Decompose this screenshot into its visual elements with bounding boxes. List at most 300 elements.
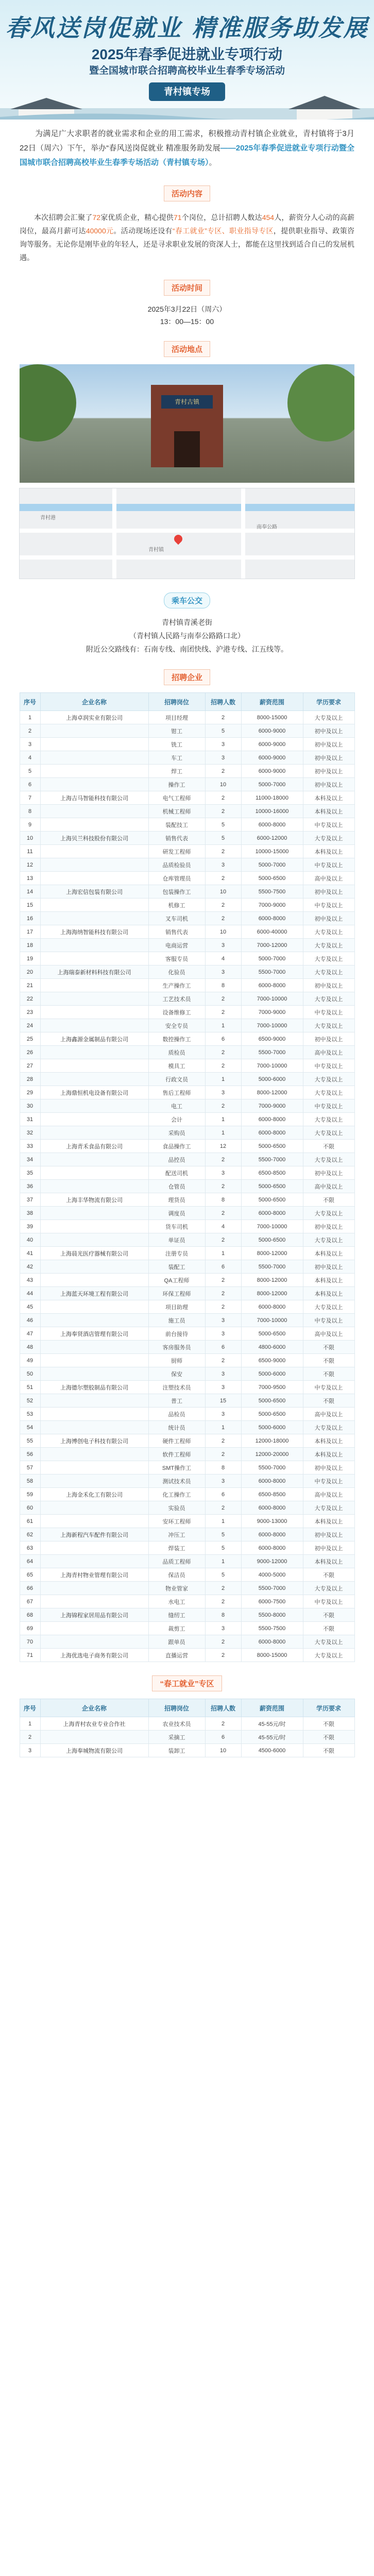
table-cell: 大专及以上 — [303, 1113, 354, 1126]
table-cell: 69 — [20, 1622, 40, 1635]
table-cell: 6000-8000 — [241, 1207, 303, 1220]
table-cell: 化工操作工 — [148, 1488, 205, 1501]
banner-badge: 青村镇专场 — [149, 82, 225, 101]
table-cell: 52 — [20, 1394, 40, 1408]
tree-shape — [20, 364, 76, 442]
table-cell: 9000-13000 — [241, 1515, 303, 1528]
table-cell — [40, 1595, 148, 1608]
table-cell: 41 — [20, 1247, 40, 1260]
table-cell — [40, 858, 148, 872]
table-cell: 上海新程汽车配件有限公司 — [40, 1528, 148, 1541]
table-cell: 2 — [205, 1099, 241, 1113]
column-header: 序号 — [20, 693, 40, 711]
table-cell: 冲压工 — [148, 1528, 205, 1541]
table-cell: 上海奉贤酒店管理有限公司 — [40, 1327, 148, 1341]
table-cell: 6 — [205, 1032, 241, 1046]
table-row — [20, 1354, 354, 1367]
table-cell: 大专及以上 — [303, 1153, 354, 1166]
table-cell: 7000-9000 — [241, 1099, 303, 1113]
table-row — [20, 1408, 354, 1421]
table-cell: 装卸工 — [148, 1744, 205, 1757]
table-cell: 裁剪工 — [148, 1622, 205, 1635]
table-cell: 数控操作工 — [148, 1032, 205, 1046]
table-cell: 机械工程师 — [148, 805, 205, 818]
table-cell: 6000-12000 — [241, 832, 303, 845]
table-cell: 8 — [205, 1193, 241, 1207]
table-cell: 2 — [20, 1731, 40, 1744]
table-cell: 6000-8000 — [241, 1113, 303, 1126]
table-row — [20, 1367, 354, 1381]
route-bus-lines: 附近公交路线有：石南专线、南团快线、沪港专线、江五线等。 — [86, 645, 288, 653]
map-label: 青村镇 — [148, 547, 164, 553]
table-cell: 59 — [20, 1488, 40, 1501]
table-cell: 实验员 — [148, 1501, 205, 1515]
table-cell: 25 — [20, 1032, 40, 1046]
jobs-table — [20, 692, 355, 1662]
map-river — [20, 504, 354, 511]
table-cell — [40, 1341, 148, 1354]
table-cell: 35 — [20, 1166, 40, 1180]
table-cell: 初中及以上 — [303, 885, 354, 899]
table-cell: 上海蓝天环境工程有限公司 — [40, 1287, 148, 1300]
table-cell: 70 — [20, 1635, 40, 1649]
table-cell: 5000-7000 — [241, 952, 303, 965]
table-cell: 大专及以上 — [303, 1086, 354, 1099]
table-cell: 5000-6000 — [241, 1073, 303, 1086]
event-date: 2025年3月22日（周六） — [147, 305, 227, 313]
location-pin-icon[interactable] — [173, 533, 184, 545]
table-cell: 5000-6500 — [241, 872, 303, 885]
table-cell: 1 — [20, 711, 40, 724]
table-cell: 本科及以上 — [303, 1434, 354, 1448]
table-cell: 6 — [205, 1731, 241, 1744]
table-cell: 不限 — [303, 1717, 354, 1731]
table-cell: 1 — [205, 1515, 241, 1528]
table-cell: 中专及以上 — [303, 818, 354, 832]
table-cell: 配送司机 — [148, 1166, 205, 1180]
table-header-row — [20, 1699, 354, 1717]
table-cell — [40, 952, 148, 965]
table-cell — [40, 979, 148, 992]
hiring-count: 454 — [262, 213, 275, 222]
table-cell: 中专及以上 — [303, 1314, 354, 1327]
table-cell: 45-55元/时 — [241, 1731, 303, 1744]
table-row — [20, 1622, 354, 1635]
table-cell: 56 — [20, 1448, 40, 1461]
table-cell: 10 — [205, 778, 241, 791]
table-row — [20, 751, 354, 765]
table-cell — [40, 1207, 148, 1220]
table-cell: 客服专员 — [148, 952, 205, 965]
table-cell: 67 — [20, 1595, 40, 1608]
intro-highlight: ——2025年春季促进就业专项行动暨全国城市联合招聘高校毕业生春季专场活动（青村镇专场） — [20, 144, 354, 167]
table-cell: 60 — [20, 1501, 40, 1515]
table-cell: 高中及以上 — [303, 1408, 354, 1421]
event-hours: 13：00—15：00 — [160, 317, 214, 326]
table-cell: 5000-6500 — [241, 1233, 303, 1247]
table-cell: 2 — [205, 1059, 241, 1073]
map-road — [20, 529, 354, 533]
table-cell — [40, 992, 148, 1006]
table-cell: 9 — [20, 818, 40, 832]
table-cell: 叉车司机 — [148, 912, 205, 925]
table-cell: 44 — [20, 1287, 40, 1300]
table-cell: 6000-7500 — [241, 1595, 303, 1608]
table-cell: 会计 — [148, 1113, 205, 1126]
table-cell: 71 — [20, 1649, 40, 1662]
table-cell: 不限 — [303, 1354, 354, 1367]
table-cell: 18 — [20, 939, 40, 952]
column-header: 招聘岗位 — [148, 693, 205, 711]
table-row — [20, 1381, 354, 1394]
table-cell: 理货员 — [148, 1193, 205, 1207]
table-cell: 中专及以上 — [303, 858, 354, 872]
table-cell — [40, 751, 148, 765]
table-cell: 上海奉城物流有限公司 — [40, 1744, 148, 1757]
table-row — [20, 1140, 354, 1153]
table-cell: 采购员 — [148, 1126, 205, 1140]
table-cell — [40, 1019, 148, 1032]
table-cell: 中专及以上 — [303, 1595, 354, 1608]
table-cell: 本科及以上 — [303, 1448, 354, 1461]
gate-door — [174, 431, 200, 467]
table-cell: 2 — [205, 1649, 241, 1662]
table-cell: 包装操作工 — [148, 885, 205, 899]
column-header: 企业名称 — [40, 693, 148, 711]
table-cell: 大专及以上 — [303, 832, 354, 845]
table-cell: 31 — [20, 1113, 40, 1126]
table-cell: 7000-10000 — [241, 1220, 303, 1233]
table-cell: 4800-6000 — [241, 1341, 303, 1354]
table-cell: 6000-9000 — [241, 765, 303, 778]
table-cell: 4 — [20, 751, 40, 765]
table-row — [20, 1207, 354, 1220]
table-cell: 大专及以上 — [303, 925, 354, 939]
table-cell: 7000-9500 — [241, 1381, 303, 1394]
table-cell: 大专及以上 — [303, 1233, 354, 1247]
table-cell: 初中及以上 — [303, 765, 354, 778]
table-cell: 初中及以上 — [303, 1032, 354, 1046]
table-cell: 上海海纳智能科技有限公司 — [40, 925, 148, 939]
table-cell: 9000-12000 — [241, 1555, 303, 1568]
table-cell: 上海锦程家居用品有限公司 — [40, 1608, 148, 1622]
column-header: 招聘人数 — [205, 1699, 241, 1717]
column-header: 学历要求 — [303, 693, 354, 711]
table-cell: 2 — [205, 1434, 241, 1448]
table-cell: 货车司机 — [148, 1220, 205, 1233]
table-cell: 大专及以上 — [303, 1421, 354, 1434]
table-cell — [40, 1180, 148, 1193]
zone-highlight: “春工就业”专区、职业指导专区 — [172, 227, 274, 235]
table-row — [20, 1287, 354, 1300]
table-cell — [40, 1006, 148, 1019]
table-cell: 5000-6500 — [241, 1394, 303, 1408]
table-cell: 3 — [205, 1314, 241, 1327]
table-cell: 7000-10000 — [241, 992, 303, 1006]
column-header: 企业名称 — [40, 1699, 148, 1717]
route-address: 青村镇青溪老街 — [162, 618, 212, 626]
table-cell: 上海优选电子商务有限公司 — [40, 1649, 148, 1662]
footer-spacer — [0, 1757, 374, 1773]
venue-photo — [20, 364, 354, 483]
table-cell: 10 — [20, 832, 40, 845]
max-salary: 40000元 — [86, 227, 114, 235]
table-cell: 不限 — [303, 1193, 354, 1207]
table-cell: 前台接待 — [148, 1327, 205, 1341]
table-cell: 6500-8500 — [241, 1488, 303, 1501]
table-cell: 中专及以上 — [303, 899, 354, 912]
table-cell: 3 — [205, 858, 241, 872]
table-cell: 跟单员 — [148, 1635, 205, 1649]
table-row — [20, 738, 354, 751]
table-cell: 26 — [20, 1046, 40, 1059]
table-cell: 6 — [205, 1260, 241, 1274]
table-cell: 上海贝兰科技股份有限公司 — [40, 832, 148, 845]
table-cell — [40, 872, 148, 885]
table-cell: 初中及以上 — [303, 1220, 354, 1233]
table-row — [20, 885, 354, 899]
table-cell: 58 — [20, 1475, 40, 1488]
table-cell: 本科及以上 — [303, 1515, 354, 1528]
table-body — [20, 1717, 354, 1757]
table-row — [20, 899, 354, 912]
table-cell: 8 — [205, 1608, 241, 1622]
table-cell: 2 — [20, 724, 40, 738]
table-cell: 45-55元/时 — [241, 1717, 303, 1731]
table-cell — [40, 939, 148, 952]
table-cell: 硬件工程师 — [148, 1434, 205, 1448]
table-cell: 初中及以上 — [303, 778, 354, 791]
table-cell — [40, 1367, 148, 1381]
table-cell — [40, 1541, 148, 1555]
table-cell: 销售代表 — [148, 832, 205, 845]
gate-sign: 青村古镇 — [161, 395, 213, 409]
table-cell: 2 — [205, 1207, 241, 1220]
table-cell: 3 — [205, 1367, 241, 1381]
table-cell: 57 — [20, 1461, 40, 1475]
table-header-row — [20, 693, 354, 711]
table-cell: 4 — [205, 1220, 241, 1233]
table-row — [20, 1568, 354, 1582]
table-cell: 49 — [20, 1354, 40, 1367]
table-cell — [40, 1166, 148, 1180]
venue-map[interactable] — [19, 488, 355, 579]
table-cell: 7000-9000 — [241, 1006, 303, 1019]
table-cell: 12000-18000 — [241, 1434, 303, 1448]
table-cell: 售后工程师 — [148, 1086, 205, 1099]
table-cell: 不限 — [303, 1568, 354, 1582]
table-row — [20, 1073, 354, 1086]
table-cell: 上海鑫源金属制品有限公司 — [40, 1032, 148, 1046]
table-cell: 32 — [20, 1126, 40, 1140]
table-cell: 53 — [20, 1408, 40, 1421]
table-row — [20, 925, 354, 939]
table-row — [20, 1731, 354, 1744]
table-cell: 本科及以上 — [303, 1287, 354, 1300]
table-cell: 装配技工 — [148, 818, 205, 832]
table-cell: 2 — [205, 845, 241, 858]
table-cell: 3 — [205, 1622, 241, 1635]
table-cell: 注册专员 — [148, 1247, 205, 1260]
table-cell: 上海青村物业管理有限公司 — [40, 1568, 148, 1582]
table-cell: 8000-12000 — [241, 1274, 303, 1287]
table-cell: 22 — [20, 992, 40, 1006]
table-cell: 不限 — [303, 1140, 354, 1153]
table-row — [20, 1394, 354, 1408]
company-count: 72 — [92, 213, 101, 222]
table-cell: 8 — [20, 805, 40, 818]
table-cell: SMT操作工 — [148, 1461, 205, 1475]
table-cell: 3 — [205, 1475, 241, 1488]
table-cell: 11 — [20, 845, 40, 858]
table-row — [20, 1300, 354, 1314]
table-cell: 模具工 — [148, 1059, 205, 1073]
table-cell: 3 — [205, 751, 241, 765]
section-title-place: 活动地点 — [0, 341, 374, 357]
table-cell: 6000-8000 — [241, 1528, 303, 1541]
banner-title: 春风送岗促就业 精准服务助发展 — [5, 14, 369, 42]
table-cell: 高中及以上 — [303, 1488, 354, 1501]
table-cell: 仓库管理员 — [148, 872, 205, 885]
table-cell: 3 — [205, 939, 241, 952]
table-cell: 上海青村农业专业合作社 — [40, 1717, 148, 1731]
table-row — [20, 1006, 354, 1019]
table-cell: 66 — [20, 1582, 40, 1595]
table-cell: 3 — [205, 738, 241, 751]
table-cell: 5500-7000 — [241, 1461, 303, 1475]
table-cell: 43 — [20, 1274, 40, 1287]
table-cell: 初中及以上 — [303, 912, 354, 925]
table-row — [20, 1649, 354, 1662]
table-row — [20, 1448, 354, 1461]
table-cell: 中专及以上 — [303, 1475, 354, 1488]
table-cell: 1 — [205, 1421, 241, 1434]
table-row — [20, 1260, 354, 1274]
table-cell: 7000-9000 — [241, 899, 303, 912]
table-cell: 7 — [20, 791, 40, 805]
table-cell — [40, 1059, 148, 1073]
table-cell — [40, 1421, 148, 1434]
table-cell: 2 — [205, 872, 241, 885]
table-row — [20, 845, 354, 858]
table-cell: 项目经理 — [148, 711, 205, 724]
column-header: 招聘岗位 — [148, 1699, 205, 1717]
table-cell: 3 — [20, 1744, 40, 1757]
table-cell: 2 — [205, 1448, 241, 1461]
table-cell: 中专及以上 — [303, 1099, 354, 1113]
table-cell: 安环工程师 — [148, 1515, 205, 1528]
table-cell — [40, 1300, 148, 1314]
table-row — [20, 1126, 354, 1140]
table-cell: 本科及以上 — [303, 805, 354, 818]
table-row — [20, 965, 354, 979]
table-cell: 10 — [205, 885, 241, 899]
table-cell: 初中及以上 — [303, 979, 354, 992]
table-cell: 7000-10000 — [241, 1059, 303, 1073]
section-title-spring: “春工就业”专区 — [0, 1675, 374, 1691]
table-cell: 24 — [20, 1019, 40, 1032]
table-row — [20, 1086, 354, 1099]
table-cell: 不限 — [303, 1394, 354, 1408]
table-cell: 10000-15000 — [241, 845, 303, 858]
table-cell — [40, 1635, 148, 1649]
table-row — [20, 791, 354, 805]
table-cell: 54 — [20, 1421, 40, 1434]
table-cell: 27 — [20, 1059, 40, 1073]
table-cell: 47 — [20, 1327, 40, 1341]
table-cell: 食品操作工 — [148, 1140, 205, 1153]
table-cell: 5 — [205, 724, 241, 738]
table-cell: 大专及以上 — [303, 711, 354, 724]
table-cell: 6000-8000 — [241, 912, 303, 925]
table-cell — [40, 1126, 148, 1140]
table-cell: 钳工 — [148, 724, 205, 738]
table-cell: 项目助理 — [148, 1300, 205, 1314]
table-row — [20, 1744, 354, 1757]
table-cell: 初中及以上 — [303, 1260, 354, 1274]
table-cell: 4 — [205, 952, 241, 965]
table-cell: 大专及以上 — [303, 1019, 354, 1032]
table-cell: 注塑技术员 — [148, 1381, 205, 1394]
table-cell: 8000-15000 — [241, 711, 303, 724]
table-cell: 2 — [205, 1006, 241, 1019]
table-row — [20, 805, 354, 818]
table-cell: 61 — [20, 1515, 40, 1528]
table-cell: 5000-6500 — [241, 1327, 303, 1341]
table-cell: 23 — [20, 1006, 40, 1019]
table-cell: 大专及以上 — [303, 1582, 354, 1595]
table-cell: 65 — [20, 1568, 40, 1582]
table-cell — [40, 1354, 148, 1367]
table-cell: 5000-6500 — [241, 1180, 303, 1193]
table-cell: 高中及以上 — [303, 1180, 354, 1193]
table-cell: 品控员 — [148, 1153, 205, 1166]
table-cell — [40, 1448, 148, 1461]
table-cell: 2 — [205, 1354, 241, 1367]
table-cell: 6 — [205, 1488, 241, 1501]
table-cell: 5500-7000 — [241, 1260, 303, 1274]
column-header: 薪资范围 — [241, 1699, 303, 1717]
table-row — [20, 1555, 354, 1568]
table-cell: 本科及以上 — [303, 1274, 354, 1287]
table-row — [20, 1032, 354, 1046]
table-cell: 15 — [205, 1394, 241, 1408]
table-cell — [40, 1220, 148, 1233]
table-cell: 质检员 — [148, 1046, 205, 1059]
table-row — [20, 778, 354, 791]
table-row — [20, 1461, 354, 1475]
table-row — [20, 1180, 354, 1193]
table-row — [20, 1635, 354, 1649]
table-cell: 20 — [20, 965, 40, 979]
banner-subtitle: 2025年春季促进就业专项行动 — [91, 46, 283, 62]
table-cell: 6 — [20, 778, 40, 791]
table-cell — [40, 845, 148, 858]
table-cell — [40, 1113, 148, 1126]
table-row — [20, 1717, 354, 1731]
table-cell — [40, 1153, 148, 1166]
table-cell: 机修工 — [148, 899, 205, 912]
table-cell: 10000-16000 — [241, 805, 303, 818]
table-row — [20, 1220, 354, 1233]
intro-paragraph — [0, 120, 374, 172]
table-cell: 初中及以上 — [303, 1528, 354, 1541]
table-cell: 28 — [20, 1073, 40, 1086]
table-cell: 8 — [205, 1461, 241, 1475]
table-cell: 客房服务员 — [148, 1341, 205, 1354]
table-cell: 6000-9000 — [241, 738, 303, 751]
table-cell: 初中及以上 — [303, 1541, 354, 1555]
